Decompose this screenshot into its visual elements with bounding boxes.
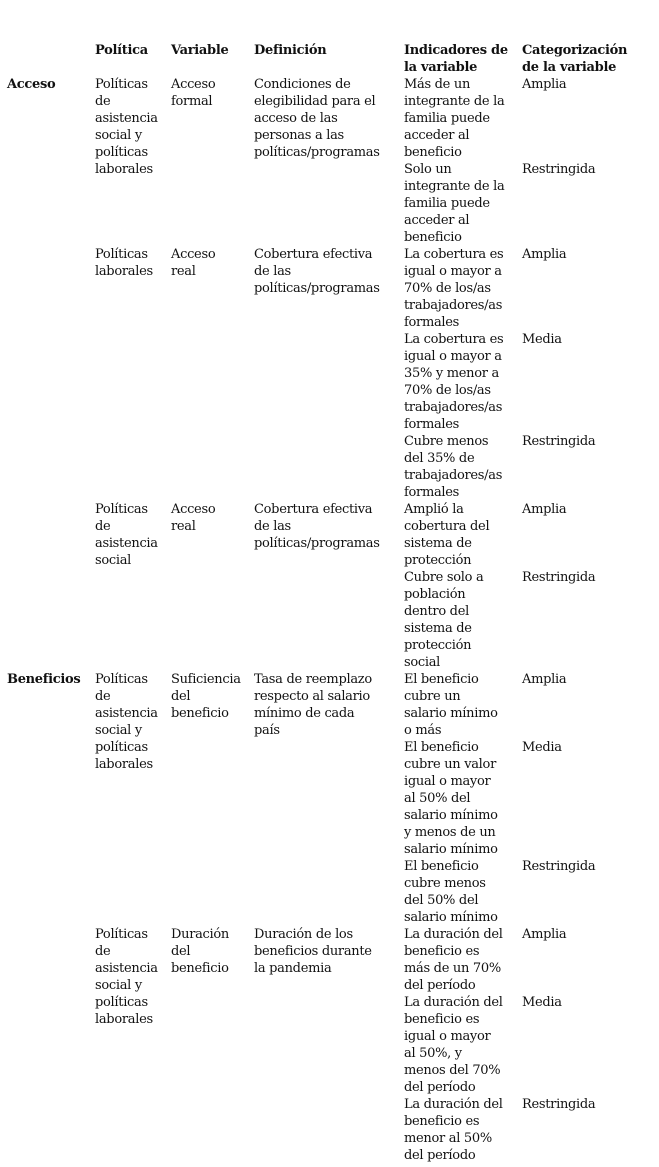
row-politica: Políticas de asistencia social y políticas laborales (95, 77, 158, 177)
row-definicion: Tasa de reemplazo respecto al salario mínimo de cada país (254, 672, 372, 738)
row-variable: Suficiencia del beneficio (171, 672, 241, 721)
header-categorizacion: Categorización de la variable (522, 43, 628, 75)
indicator-text: El beneficio cubre menos del 50% del salario mínimo (404, 859, 498, 925)
row-variable: Acceso real (171, 247, 216, 279)
header-indicadores: Indicadores de la variable (404, 43, 508, 75)
row-definicion: Condiciones de elegibilidad para el acceso de las personas a las políticas/programas (254, 77, 380, 160)
row-definicion: Duración de los beneficios durante la pandemia (254, 927, 372, 976)
row-politica: Políticas de asistencia social y políticas laborales (95, 927, 158, 1027)
indicator-category: Restringida (522, 162, 596, 177)
indicator-category: Amplia (522, 77, 567, 92)
indicator-category: Amplia (522, 247, 567, 262)
dimension-beneficios: Beneficios (7, 672, 81, 687)
row-variable: Duración del beneficio (171, 927, 229, 976)
indicator-text: El beneficio cubre un valor igual o mayor al 50% del salario mínimo y menos de un salario mínimo (404, 740, 498, 857)
indicator-text: La cobertura es igual o mayor a 70% de los/as trabajadores/as formales (404, 247, 504, 330)
indicator-text: El beneficio cubre un salario mínimo o más (404, 672, 498, 738)
indicator-text: Cubre menos del 35% de trabajadores/as formales (404, 434, 503, 500)
row-politica: Políticas laborales (95, 247, 153, 279)
row-definicion: Cobertura efectiva de las políticas/programas (254, 502, 380, 551)
indicator-category: Amplia (522, 672, 567, 687)
indicator-text: Solo un integrante de la familia puede acceder al beneficio (404, 162, 505, 245)
row-variable: Acceso formal (171, 77, 216, 109)
header-variable: Variable (171, 43, 229, 58)
indicator-category: Restringida (522, 570, 596, 585)
row-politica: Políticas de asistencia social (95, 502, 158, 568)
indicator-text: Amplió la cobertura del sistema de protección (404, 502, 490, 568)
indicator-text: Más de un integrante de la familia puede acceder al beneficio (404, 77, 505, 160)
indicator-text: Cubre solo a población dentro del sistema de protección social (404, 570, 484, 670)
header-politica: Política (95, 43, 148, 58)
dimension-acceso: Acceso (7, 77, 56, 92)
indicator-text: La duración del beneficio es más de un 70% del período (404, 927, 503, 993)
indicator-category: Media (522, 995, 562, 1010)
indicator-category: Restringida (522, 1097, 596, 1112)
row-variable: Acceso real (171, 502, 216, 534)
row-definicion: Cobertura efectiva de las políticas/programas (254, 247, 380, 296)
header-definicion: Definición (254, 43, 327, 58)
indicator-text: La cobertura es igual o mayor a 35% y menor a 70% de los/as trabajadores/as formales (404, 332, 504, 432)
indicator-category: Restringida (522, 859, 596, 874)
indicator-category: Amplia (522, 927, 567, 942)
row-politica: Políticas de asistencia social y políticas laborales (95, 672, 158, 772)
indicator-category: Amplia (522, 502, 567, 517)
indicator-category: Media (522, 332, 562, 347)
indicator-text: La duración del beneficio es menor al 50% del período (404, 1097, 503, 1163)
indicator-category: Media (522, 740, 562, 755)
indicator-category: Restringida (522, 434, 596, 449)
indicator-text: La duración del beneficio es igual o mayor al 50%, y menos del 70% del período (404, 995, 503, 1095)
